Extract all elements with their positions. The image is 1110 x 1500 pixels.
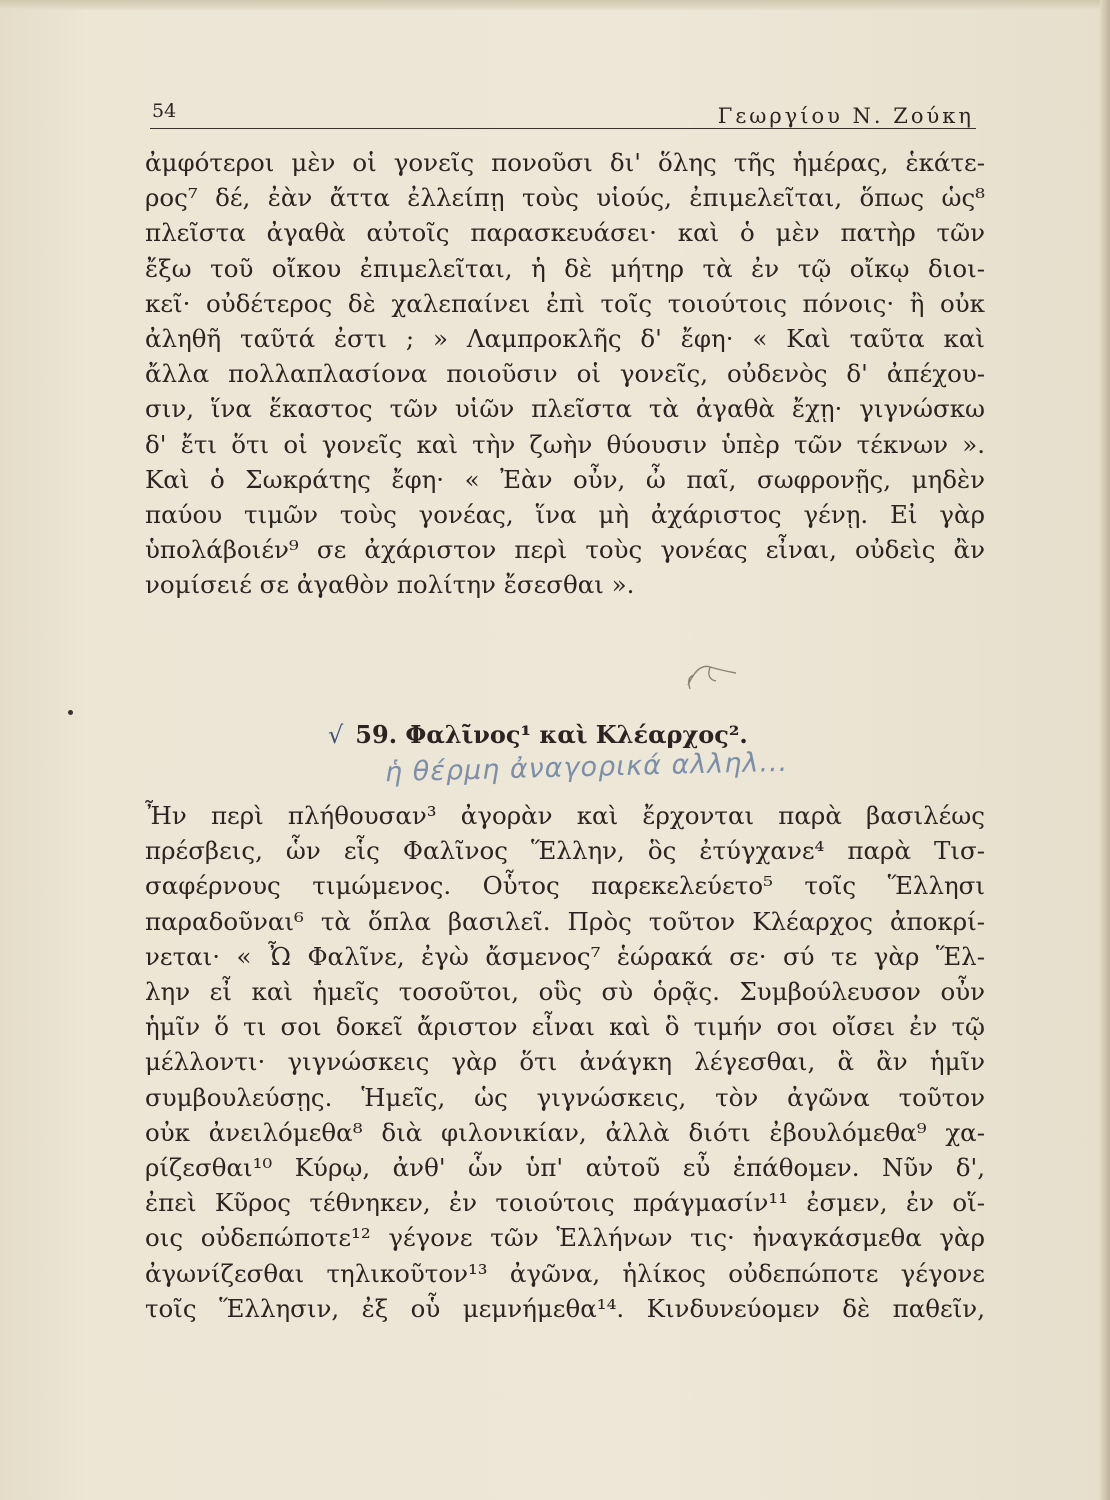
- check-mark-annotation: √: [328, 721, 344, 749]
- passage-two: [145, 798, 985, 1326]
- text-line: ἀληθῆ ταῦτά ἐστι ; » Λαμπροκλῆς δ' ἔφη· « Καὶ ταῦτα καὶ: [145, 324, 985, 354]
- text-line: Καὶ ὁ Σωκράτης ἔφη· « Ἐὰν οὖν, ὦ παῖ, σωφρονῇς, μηδὲν: [145, 464, 985, 494]
- text-line: νεται· « Ὦ Φαλῖνε, ἐγὼ ἄσμενος⁷ ἑώρακά σε· σύ τε γὰρ Ἕλ-: [145, 941, 985, 971]
- ink-dot: [68, 710, 73, 715]
- text-line: ἐπεὶ Κῦρος τέθνηκεν, ἐν τοιούτοις πράγμασίν¹¹ ἐσμεν, ἐν οἵ-: [145, 1188, 985, 1218]
- text-line: οὐκ ἀνειλόμεθα⁸ διὰ φιλονικίαν, ἀλλὰ διότι ἐβουλόμεθα⁹ χα-: [145, 1117, 985, 1147]
- page-header: [150, 98, 976, 129]
- passage-one: [145, 145, 985, 603]
- text-line: πλεῖστα ἀγαθὰ αὐτοῖς παρασκευάσει· καὶ ὁ μὲν πατὴρ τῶν: [145, 218, 985, 248]
- text-line: παραδοῦναι⁶ τὰ ὅπλα βασιλεῖ. Πρὸς τοῦτον Κλέαρχος ἀποκρί-: [145, 906, 985, 936]
- text-line: ἀγωνίζεσθαι τηλικοῦτον¹³ ἀγῶνα, ἡλίκος οὐδεπώποτε γέγονε: [145, 1258, 985, 1288]
- text-line: ρίζεσθαι¹⁰ Κύρῳ, ἀνθ' ὧν ὑπ' αὐτοῦ εὖ ἐπάθομεν. Νῦν δ',: [145, 1153, 985, 1183]
- text-line: τοῖς Ἕλλησιν, ἐξ οὗ μεμνήμεθα¹⁴. Κινδυνεύομεν δὲ παθεῖν,: [145, 1293, 985, 1323]
- text-line: λην εἶ καὶ ἡμεῖς τοσοῦτοι, οὓς σὺ ὁρᾷς. Συμβούλευσον οὖν: [145, 977, 985, 1007]
- text-line: πρέσβεις, ὧν εἷς Φαλῖνος Ἕλλην, ὃς ἐτύγχανε⁴ παρὰ Τισ-: [145, 836, 985, 866]
- text-line: οις οὐδεπώποτε¹² γέγονε τῶν Ἑλλήνων τις· ἠναγκάσμεθα γὰρ: [145, 1223, 985, 1253]
- text-line: δ' ἔτι ὅτι οἱ γονεῖς καὶ τὴν ζωὴν θύουσιν ὑπὲρ τῶν τέκνων ».: [145, 429, 985, 459]
- text-line: μέλλοντι· γιγνώσκεις γὰρ ὅτι ἀνάγκη λέγεσθαι, ἃ ἂν ἡμῖν: [145, 1047, 985, 1077]
- text-line: κεῖ· οὐδέτερος δὲ χαλεπαίνει ἐπὶ τοῖς τοιούτοις πόνοις· ἢ οὐκ: [145, 288, 985, 318]
- page-number: 54: [152, 100, 177, 122]
- text-line: νομίσειέ σε ἀγαθὸν πολίτην ἔσεσθαι ».: [145, 570, 635, 600]
- page-top-edge: [0, 0, 1110, 10]
- handwritten-note: ἡ θέρμη ἀναγορικά αλληλ...: [384, 746, 789, 789]
- text-line: σιν, ἵνα ἕκαστος τῶν υἱῶν πλεῖστα τὰ ἀγαθὰ ἔχῃ· γιγνώσκω: [145, 394, 985, 424]
- text-line: ὑπολάβοιέν⁹ σε ἀχάριστον περὶ τοὺς γονέας εἶναι, οὐδεὶς ἂν: [145, 535, 985, 565]
- section-heading: [328, 720, 748, 749]
- text-line: ἄλλα πολλαπλασίονα ποιοῦσιν οἱ γονεῖς, οὐδενὸς δ' ἀπέχου-: [145, 359, 985, 389]
- text-line: σαφέρνους τιμώμενος. Οὗτος παρεκελεύετο⁵ τοῖς Ἕλλησι: [145, 871, 985, 901]
- pencil-scribble: [680, 655, 740, 695]
- text-line: ἡμῖν ὅ τι σοι δοκεῖ ἄριστον εἶναι καὶ ὃ τιμήν σοι οἴσει ἐν τῷ: [145, 1012, 985, 1042]
- section-title: 59. Φαλῖνος¹ καὶ Κλέαρχος².: [355, 720, 748, 749]
- text-line: συμβουλεύσῃς. Ἡμεῖς, ὡς γιγνώσκεις, τὸν ἀγῶνα τοῦτον: [145, 1082, 985, 1112]
- text-line: παύου τιμῶν τοὺς γονέας, ἵνα μὴ ἀχάριστος γένῃ. Εἰ γὰρ: [145, 500, 985, 530]
- text-line: ἀμφότεροι μὲν οἱ γονεῖς πονοῦσι δι' ὅλης τῆς ἡμέρας, ἑκάτε-: [145, 148, 985, 177]
- text-line: ρος⁷ δέ, ἐὰν ἄττα ἐλλείπῃ τοὺς υἱούς, ἐπιμελεῖται, ὅπως ὡς⁸: [145, 183, 985, 213]
- page-right-edge: [1100, 0, 1110, 1500]
- text-line: Ἦν περὶ πλήθουσαν³ ἀγορὰν καὶ ἔρχονται παρὰ βασιλέως: [145, 801, 985, 830]
- running-head: Γεωργίου Ν. Ζούκη: [717, 104, 974, 128]
- text-line: ἔξω τοῦ οἴκου ἐπιμελεῖται, ἡ δὲ μήτηρ τὰ ἐν τῷ οἴκῳ διοι-: [145, 253, 985, 283]
